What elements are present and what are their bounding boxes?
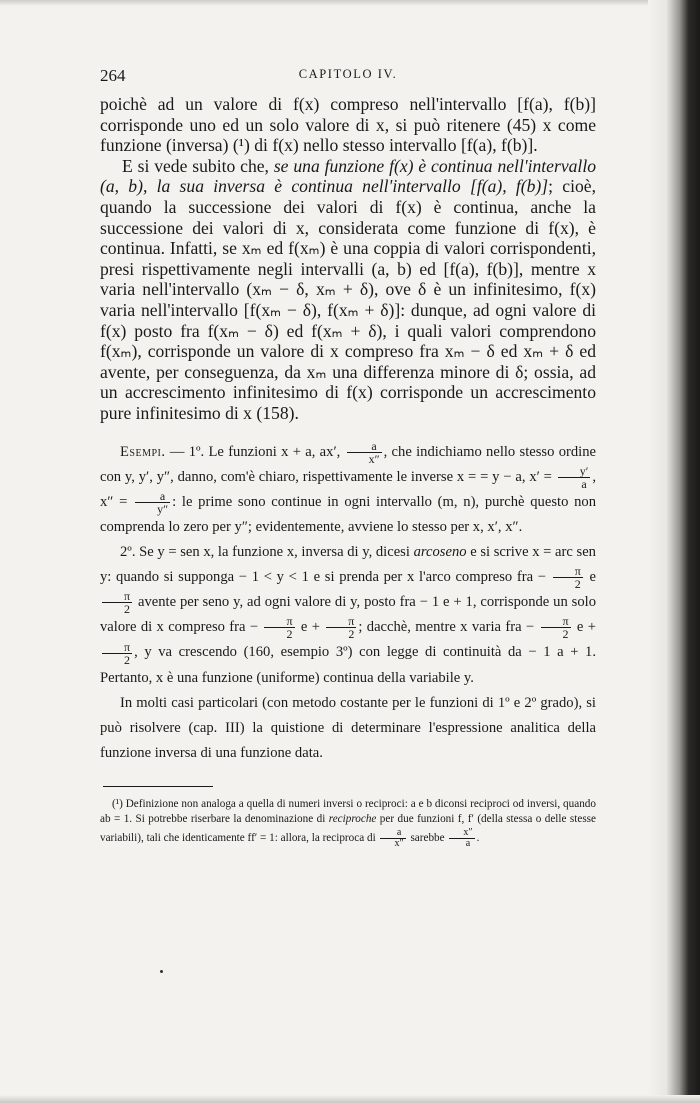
example-2-text-e: e + [296, 619, 325, 636]
footnote-divider [103, 786, 213, 787]
fraction-numerator: a [347, 440, 382, 453]
fraction-denominator: 2 [348, 627, 355, 642]
fraction-denominator: a [581, 476, 587, 491]
running-title: CAPITOLO IV. [298, 67, 398, 81]
ink-speck [160, 970, 163, 973]
example-2-text-a: 2º. Se y = sen x, la funzione x, inversa di y, dicesi [120, 543, 414, 560]
fraction [449, 828, 474, 849]
footnote-text-b: per due funzioni f, f′ (della stessa o delle stesse variabili), tali che identicamente ff′ = 1: allora, la reciproca di [100, 813, 596, 844]
scan-shadow-top [0, 0, 700, 6]
main-text [100, 94, 596, 424]
fraction-numerator: π [553, 565, 583, 578]
fraction-pi-over-2 [264, 615, 294, 640]
fraction [380, 828, 405, 849]
footnote-text-c: sarebbe [407, 831, 448, 844]
example-2-text-d: avente per seno y, ad ogni valore di y, posto fra − 1 e + 1, corrisponde un solo valore di x compreso fra − [100, 594, 596, 636]
term-reciproche: reciproche [328, 813, 377, 826]
scan-shadow-right [648, 0, 700, 1103]
example-1-text-b: , che indichiamo nello stesso ordine con y, y′, y″, danno, com'è chiaro, rispettivamente le inverse x = = y − a, x′ = [100, 443, 596, 485]
fraction-pi-over-2 [553, 565, 583, 590]
example-2-text-c: e [584, 568, 596, 585]
fraction-numerator: a [135, 490, 170, 503]
example-1-text-d: : le prime sono continue in ogni intervallo (m, n), purchè questo non comprenda lo zero per y″; evidentemente, avviene lo stesso per x, x′, x″. [100, 493, 596, 535]
footnote-text-d: . [476, 831, 480, 844]
book-page [100, 66, 596, 849]
fraction-numerator: π [326, 615, 356, 628]
fraction-denominator: x″ [394, 837, 404, 849]
fraction-numerator: y′ [558, 465, 591, 478]
theorem-statement: se una funzione f(x) è continua nell'intervallo (a, b), la sua inversa è continua nell'intervallo [f(a), f(b)] [100, 155, 597, 197]
fraction-numerator: π [541, 615, 571, 628]
paragraph-2-rest: ; cioè, quando la successione dei valori di f(x) è continua, anche la successione dei valori di x, considerata come funzione di f(x), è continua. Infatti, se xₘ ed f(xₘ) è una coppia di valori corrispondenti, presi rispettivamente negli intervalli (a, b) ed [f(a), f(b)], mentre x varia nell'intervallo (xₘ − δ, xₘ + δ), ove δ è un infinitesimo, f(x) varia nell'intervallo [f(xₘ − δ), f(xₘ + δ)]: dunque, ad ogni valore di f(x) posto fra f(xₘ − δ) ed f(xₘ + δ), i quali valori comprendono f(xₘ), corrisponde un valore di x compreso fra xₘ − δ ed xₘ + δ ed avente, per conseguenza, da xₘ una differenza minore di δ; ossia, ad un accrescimento infinitesimo di f(x) corrisponde un accrescimento pure infinitesimo di x (158). [100, 176, 596, 423]
footnote-1 [100, 797, 596, 849]
fraction-numerator: π [264, 615, 294, 628]
fraction-pi-over-2 [541, 615, 571, 640]
fraction [135, 490, 170, 515]
fraction-numerator: π [102, 590, 132, 603]
fraction [347, 440, 382, 465]
example-2-text-h: , y va crescendo (160, esempio 3º) con legge di continuità da − 1 a + 1. Pertanto, x è una funzione (uniforme) continua della variabile y. [100, 644, 596, 686]
example-1-text-c: , x″ = [100, 468, 596, 510]
fraction-numerator: a [380, 828, 405, 839]
fraction-denominator: 2 [286, 627, 293, 642]
page-number: 264 [100, 66, 126, 85]
fraction-pi-over-2 [102, 590, 132, 615]
term-arcoseno: arcoseno [413, 543, 467, 560]
example-1-text-a: — 1º. Le funzioni x + a, ax′, [165, 443, 345, 460]
fraction-numerator: x″ [449, 828, 474, 839]
examples-section [100, 440, 596, 766]
paragraph-2 [100, 156, 596, 424]
example-2-text-g: e + [572, 619, 596, 636]
example-1 [100, 440, 596, 540]
fraction-pi-over-2 [326, 615, 356, 640]
fraction-pi-over-2 [102, 641, 132, 666]
paragraph-3: In molti casi particolari (con metodo costante per le funzioni di 1º e 2º grado), si può risolvere (cap. III) la quistione di determinare l'espressione analitica della funzione inversa di una funzione data. [100, 694, 596, 761]
fraction [558, 465, 591, 490]
paragraph-1: poichè ad un valore di f(x) compreso nell'intervallo [f(a), f(b)] corrisponde uno ed un solo valore di x, si può ritenere (45) x come funzione (inversa) (¹) di f(x) nello stesso intervallo [f(a), f(b)]. [100, 94, 596, 156]
examples-label: Esempi. [120, 443, 166, 460]
footnote-text-a: (¹) Definizione non analoga a quella di numeri inversi o reciproci: a e b diconsi reciproci od inversi, quando ab = 1. Si potrebbe riserbare la denominazione di [100, 797, 596, 826]
fraction-denominator: a [465, 837, 471, 849]
scan-shadow-bottom [0, 1095, 700, 1103]
fraction-denominator: 2 [124, 652, 131, 667]
fraction-denominator: x″ [368, 451, 380, 466]
fraction-denominator: 2 [574, 577, 581, 592]
fraction-numerator: π [102, 641, 132, 654]
example-2 [100, 540, 596, 691]
fraction-denominator: 2 [124, 602, 131, 617]
fraction-denominator: y″ [157, 501, 169, 516]
example-2-text-f: ; dacchè, mentre x varia fra − [358, 619, 539, 636]
paragraph-2-intro: E si vede subito che, [122, 155, 274, 176]
example-2-text-b: e si scrive x = arc sen y: quando si supponga − 1 < y < 1 e si prenda per x l'arco compreso fra − [100, 543, 596, 585]
footnote [100, 797, 596, 849]
fraction-denominator: 2 [562, 627, 569, 642]
page-header [100, 66, 596, 88]
